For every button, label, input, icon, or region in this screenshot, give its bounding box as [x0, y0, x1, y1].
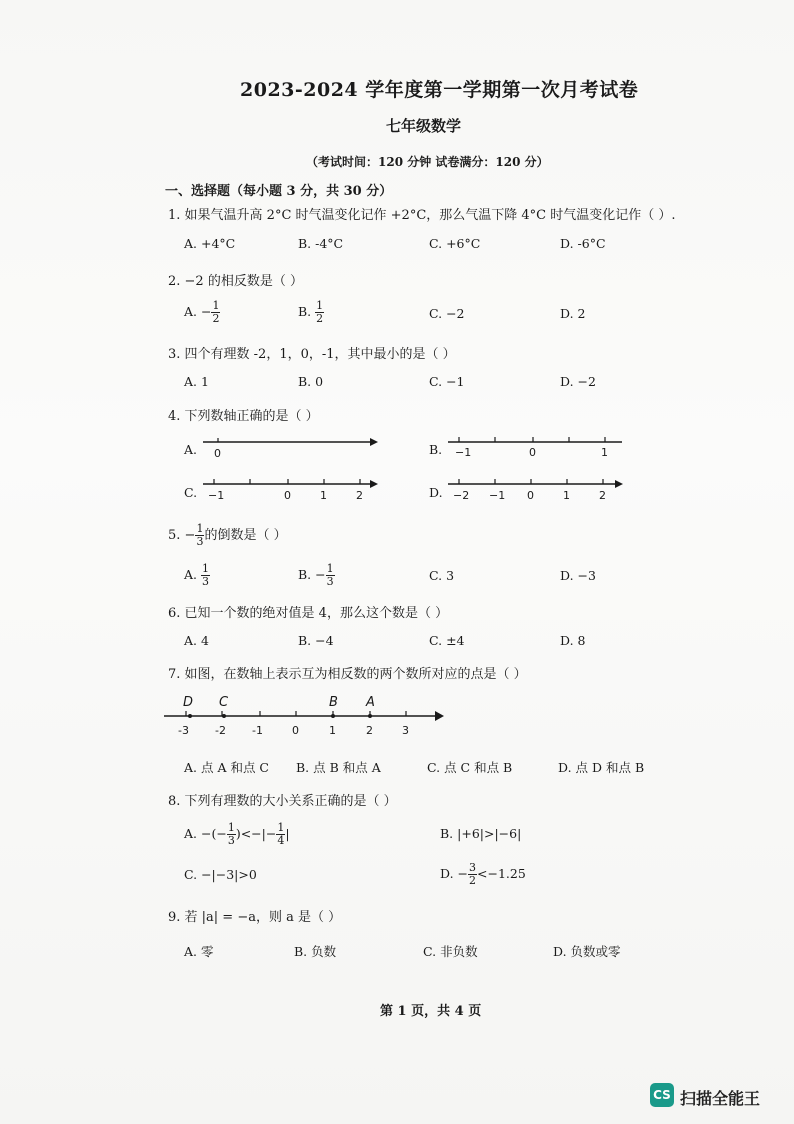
- q2-option-a: A. − $\frac{1}{2}$: [184, 299, 220, 325]
- q4-option-d-label: D.: [429, 485, 443, 500]
- section-title: 一、选择题（每小题 3 分，共 30 分）: [165, 184, 393, 199]
- question-4-stem: 4. 下列数轴正确的是（ ）: [168, 409, 319, 424]
- q6-option-a: A. 4: [184, 633, 209, 648]
- q4c-tick-1: 1: [320, 489, 327, 502]
- q4-number-line-c: [200, 474, 385, 504]
- question-1-stem: 1. 如果气温升高 2°C 时气温变化记作 +2°C，那么气温下降 4°C 时气温变化记作（ ）.: [168, 208, 676, 223]
- q8-option-c: C. −|−3|>0: [184, 867, 257, 882]
- q2-option-d: D. 2: [560, 306, 586, 321]
- q6-option-c: C. ±4: [429, 633, 465, 648]
- q7-tick-2: 2: [366, 724, 373, 737]
- q3-option-a: A. 1: [184, 374, 209, 389]
- q7-option-b: B. 点 B 和点 A: [296, 760, 381, 775]
- q4-number-line-a: [200, 432, 385, 462]
- question-8-stem: 8. 下列有理数的大小关系正确的是（ ）: [168, 794, 397, 809]
- question-9-stem: 9. 若 |a| = −a，则 a 是（ ）: [168, 910, 342, 925]
- q4c-tick-2: 2: [356, 489, 363, 502]
- q4d-tick-2: 2: [599, 489, 606, 502]
- q4-number-line-d: [445, 474, 630, 504]
- q4d-tick-1: 1: [563, 489, 570, 502]
- page-number: 第 1 页，共 4 页: [380, 1004, 482, 1019]
- q9-option-a: A. 零: [184, 944, 214, 959]
- q7-point-d-dot: [188, 714, 192, 718]
- q5-option-d: D. −3: [560, 568, 596, 583]
- q4c-tick-neg1: −1: [208, 489, 225, 502]
- q5-option-c: C. 3: [429, 568, 455, 583]
- q7-point-d: D: [183, 695, 194, 710]
- q4b-tick-0: 0: [529, 446, 536, 459]
- q8-option-d: D. − $\frac{3}{2}$ <−1.25: [440, 861, 526, 887]
- q4d-tick-neg1: −1: [489, 489, 506, 502]
- camscanner-app-name: 扫描全能王: [680, 1089, 761, 1108]
- q4-number-line-b: [445, 432, 630, 462]
- q4-option-a-label: A.: [184, 442, 198, 457]
- q7-tick-neg3: -3: [178, 724, 189, 737]
- q4b-tick-1: 1: [601, 446, 608, 459]
- q3-option-d: D. −2: [560, 374, 596, 389]
- camscanner-logo-icon: CS: [650, 1083, 674, 1107]
- q9-option-c: C. 非负数: [423, 944, 478, 959]
- exam-subject: 七年级数学: [386, 117, 462, 135]
- q7-point-a-dot: [368, 714, 372, 718]
- q7-point-b-dot: [331, 714, 335, 718]
- q7-point-b: B: [329, 695, 338, 710]
- q6-option-b: B. −4: [298, 633, 334, 648]
- q9-option-d: D. 负数或零: [553, 944, 621, 959]
- q9-option-b: B. 负数: [294, 944, 337, 959]
- q7-point-c: C: [219, 695, 229, 710]
- question-2-stem: 2. −2 的相反数是（ ）: [168, 274, 303, 289]
- question-5-stem: 5. − $\frac{1}{3}$ 的倒数是（ ）: [168, 522, 287, 548]
- q1-option-b: B. -4°C: [298, 236, 344, 251]
- q1-option-c: C. +6°C: [429, 236, 481, 251]
- q8-option-b: B. |+6|>|−6|: [440, 826, 522, 841]
- q5-option-b: B. − $\frac{1}{3}$: [298, 562, 334, 588]
- q7-option-a: A. 点 A 和点 C: [184, 760, 269, 775]
- q4c-tick-0: 0: [284, 489, 291, 502]
- q7-tick-3: 3: [402, 724, 409, 737]
- q5-option-a: A. $\frac{1}{3}$: [184, 562, 209, 588]
- q1-option-a: A. +4°C: [184, 236, 236, 251]
- q7-tick-1: 1: [329, 724, 336, 737]
- q4a-tick-0: 0: [214, 447, 221, 460]
- exam-title: 2023-2024 学年度第一学期第一次月考试卷: [240, 79, 639, 101]
- q4b-tick-neg1: −1: [455, 446, 472, 459]
- exam-info: （考试时间：120 分钟 试卷满分：120 分）: [306, 155, 549, 169]
- q4d-tick-neg2: −2: [453, 489, 470, 502]
- q3-option-b: B. 0: [298, 374, 324, 389]
- question-6-stem: 6. 已知一个数的绝对值是 4，那么这个数是（ ）: [168, 606, 449, 621]
- q6-option-d: D. 8: [560, 633, 586, 648]
- q7-point-a: A: [366, 695, 375, 710]
- q4-option-c-label: C.: [184, 485, 198, 500]
- q2-option-b: B. $\frac{1}{2}$: [298, 299, 324, 325]
- q8-option-a: A. −(− $\frac{1}{3}$ )<−|− $\frac{1}{4}$ |: [184, 821, 290, 847]
- q7-tick-neg1: -1: [252, 724, 263, 737]
- q7-option-c: C. 点 C 和点 B: [427, 760, 513, 775]
- q4-option-b-label: B.: [429, 442, 443, 457]
- q3-option-c: C. −1: [429, 374, 465, 389]
- q7-number-line: [160, 690, 450, 740]
- q1-option-d: D. -6°C: [560, 236, 606, 251]
- q7-tick-0: 0: [292, 724, 299, 737]
- q7-tick-neg2: -2: [215, 724, 226, 737]
- q7-point-c-dot: [222, 714, 226, 718]
- q2-option-c: C. −2: [429, 306, 465, 321]
- q4d-tick-0: 0: [527, 489, 534, 502]
- q7-option-d: D. 点 D 和点 B: [558, 760, 645, 775]
- question-3-stem: 3. 四个有理数 -2，1，0，-1，其中最小的是（ ）: [168, 347, 456, 362]
- question-7-stem: 7. 如图，在数轴上表示互为相反数的两个数所对应的点是（ ）: [168, 667, 527, 682]
